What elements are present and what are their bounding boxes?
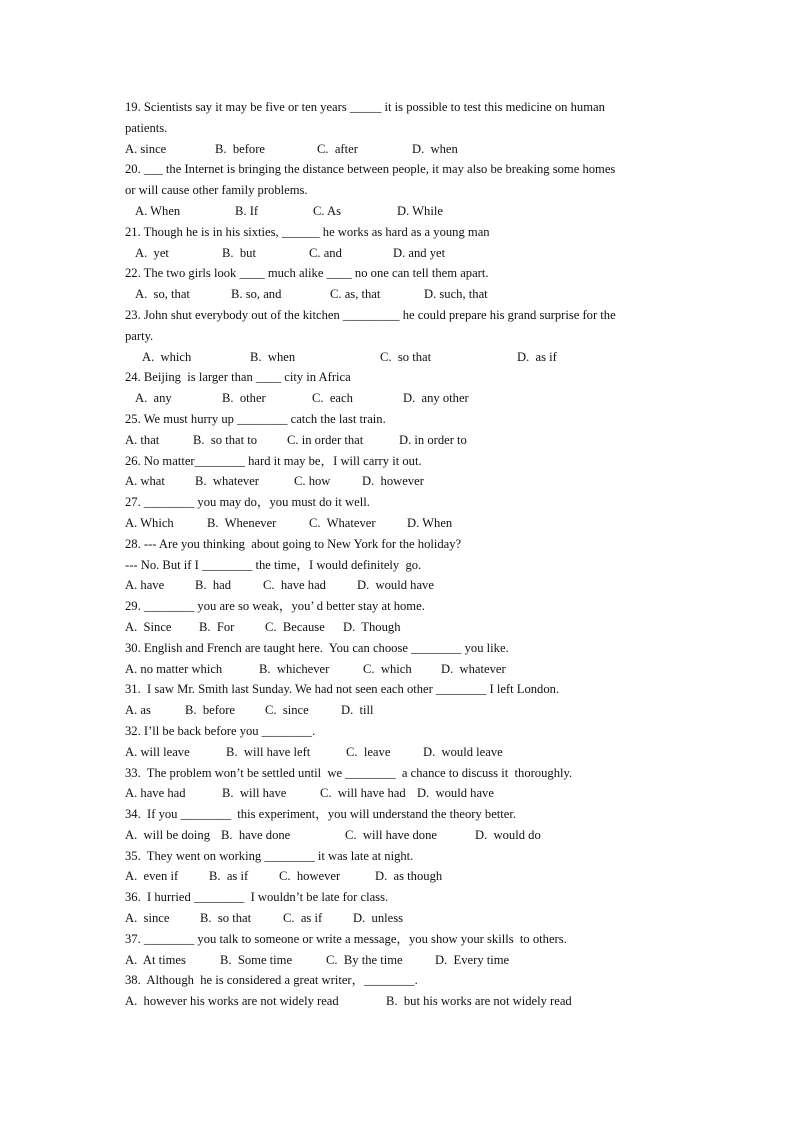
question-text: 34. If you ________ this experiment，you will understand the theory better.	[125, 807, 517, 822]
answer-option: B. before	[185, 703, 236, 718]
answer-options	[125, 513, 685, 534]
answer-options	[125, 139, 685, 160]
answer-option: D. as though	[375, 869, 443, 884]
answer-option: A. as	[125, 703, 151, 718]
exercise-page	[125, 97, 685, 1012]
answer-option: B. will have left	[226, 744, 311, 759]
answer-option: A. what	[125, 474, 165, 489]
answer-options	[125, 866, 685, 887]
answer-option: B. Some time	[220, 952, 293, 967]
question-text: 29. ________ you are so weak，you’ d better stay at home.	[125, 599, 425, 614]
answer-options	[125, 430, 685, 451]
answer-option: B. whatever	[195, 474, 259, 489]
answer-option: B. other	[222, 391, 266, 406]
answer-option: B. had	[195, 578, 232, 593]
answer-options	[125, 575, 685, 596]
answer-options	[125, 950, 685, 971]
answer-option: C. leave	[346, 744, 391, 759]
answer-option: B. will have	[222, 786, 287, 801]
answer-option: C. have had	[263, 578, 326, 593]
answer-option: B. have done	[221, 827, 291, 842]
question-text: 38. Although he is considered a great writer，________.	[125, 973, 418, 988]
answer-option: C. and	[309, 245, 342, 260]
answer-option: C. will have done	[345, 827, 437, 842]
answer-option: B. If	[235, 203, 259, 218]
answer-option: A. no matter which	[125, 661, 223, 676]
question-text: party.	[125, 328, 154, 343]
answer-option: B. as if	[209, 869, 249, 884]
answer-option: D. till	[341, 703, 374, 718]
question-text: 37. ________ you talk to someone or write a message，you show your skills to others.	[125, 931, 567, 946]
question-text: or will cause other family problems.	[125, 183, 308, 198]
answer-option: A. so, that	[135, 287, 190, 302]
answer-option: D. and yet	[393, 245, 446, 260]
answer-options	[125, 742, 685, 763]
answer-option: C. By the time	[326, 952, 403, 967]
answer-options	[125, 700, 685, 721]
question-text: 33. The problem won’t be settled until we ________ a chance to discuss it thoroughly.	[125, 765, 573, 780]
question-text: 25. We must hurry up ________ catch the last train.	[125, 411, 386, 426]
question-text: 23. John shut everybody out of the kitchen _________ he could prepare his grand surprise for the	[125, 307, 616, 322]
answer-option: A. since	[125, 911, 170, 926]
answer-option: A. which	[142, 349, 192, 364]
answer-option: B. Whenever	[207, 515, 277, 530]
answer-option: B. when	[250, 349, 296, 364]
answer-option: C. will have had	[320, 786, 406, 801]
answer-options	[125, 284, 685, 305]
answer-options	[125, 347, 685, 368]
question-text: 30. English and French are taught here. You can choose ________ you like.	[125, 640, 509, 655]
answer-option: C. how	[294, 474, 331, 489]
answer-options	[125, 388, 685, 409]
answer-option: A. will be doing	[125, 827, 211, 842]
answer-option: B. but	[222, 245, 256, 260]
question-text: 32. I’ll be back before you ________.	[125, 723, 316, 738]
answer-option: C. Whatever	[309, 515, 376, 530]
answer-option: A. that	[125, 432, 160, 447]
answer-option: A. have had	[125, 786, 186, 801]
answer-option: A. Since	[125, 619, 172, 634]
question-text: 27. ________ you may do，you must do it well.	[125, 495, 370, 510]
answer-option: A. yet	[135, 245, 169, 260]
answer-options	[125, 201, 685, 222]
answer-option: D. unless	[353, 911, 404, 926]
answer-option: C. so that	[380, 349, 432, 364]
answer-option: A. When	[135, 203, 181, 218]
answer-option: D. any other	[403, 391, 469, 406]
answer-option: C. which	[363, 661, 412, 676]
question-text: 26. No matter________ hard it may be，I will carry it out.	[125, 453, 422, 468]
answer-option: A. any	[135, 391, 172, 406]
answer-option: D. as if	[517, 349, 557, 364]
answer-options	[125, 617, 685, 638]
answer-option: D. While	[397, 203, 443, 218]
answer-option: C. as if	[283, 911, 323, 926]
answer-option: D. would leave	[423, 744, 503, 759]
question-text: 24. Beijing is larger than ____ city in Africa	[125, 370, 351, 385]
question-text: 31. I saw Mr. Smith last Sunday. We had not seen each other ________ I left London.	[125, 682, 560, 697]
answer-option: C. as, that	[330, 287, 381, 302]
answer-option: D. however	[362, 474, 424, 489]
question-text: 19. Scientists say it may be five or ten years _____ it is possible to test this medicine on human	[125, 100, 605, 114]
answer-option: C. each	[312, 391, 353, 406]
answer-option: A. will leave	[125, 744, 190, 759]
answer-option: D. Every time	[435, 952, 510, 967]
answer-option: B. before	[215, 141, 266, 156]
answer-option: C. since	[265, 703, 309, 718]
answer-options	[125, 659, 685, 680]
answer-option: C. Because	[265, 619, 325, 634]
answer-option: C. however	[279, 869, 341, 884]
answer-option: B. so, and	[231, 287, 282, 302]
answer-option: C. in order that	[287, 432, 364, 447]
answer-option: B. whichever	[259, 661, 330, 676]
answer-option: A. Which	[125, 515, 174, 530]
answer-option: B. so that to	[193, 432, 258, 447]
answer-option: A. even if	[125, 869, 179, 884]
question-text: 22. The two girls look ____ much alike ____ no one can tell them apart.	[125, 266, 489, 281]
answer-options	[125, 243, 685, 264]
answer-options	[125, 991, 685, 1012]
answer-option: D. such, that	[424, 287, 488, 302]
answer-option: B. so that	[200, 911, 252, 926]
answer-options	[125, 783, 685, 804]
question-text: 36. I hurried ________ I wouldn’t be late for class.	[125, 890, 389, 905]
answer-option: A. have	[125, 578, 165, 593]
answer-option: D. When	[407, 515, 453, 530]
answer-option: A. At times	[125, 952, 186, 967]
answer-options	[125, 825, 685, 846]
answer-options	[125, 908, 685, 929]
question-text: 20. ___ the Internet is bringing the distance between people, it may also be breaking some homes	[125, 162, 616, 177]
answer-option: A. since	[125, 141, 167, 156]
answer-option: A. however his works are not widely read	[125, 994, 339, 1009]
exercise-lines	[125, 97, 685, 1012]
answer-option: D. would have	[417, 786, 494, 801]
answer-option: D. Though	[343, 619, 401, 634]
answer-option: B. but his works are not widely read	[386, 994, 572, 1009]
question-text: patients.	[125, 120, 168, 135]
answer-option: D. would have	[357, 578, 434, 593]
answer-option: D. when	[412, 141, 458, 156]
question-text: 35. They went on working ________ it was late at night.	[125, 848, 414, 863]
answer-options	[125, 471, 685, 492]
question-text: 21. Though he is in his sixties, ______ he works as hard as a young man	[125, 224, 490, 239]
answer-option: B. For	[199, 619, 235, 634]
answer-option: C. after	[317, 141, 358, 156]
answer-option: C. As	[313, 203, 341, 218]
answer-option: D. would do	[475, 827, 541, 842]
answer-option: D. whatever	[441, 661, 506, 676]
question-text: 28. --- Are you thinking about going to New York for the holiday?	[125, 536, 462, 551]
answer-option: D. in order to	[399, 432, 467, 447]
question-text: --- No. But if I ________ the time，I would definitely go.	[125, 557, 422, 572]
